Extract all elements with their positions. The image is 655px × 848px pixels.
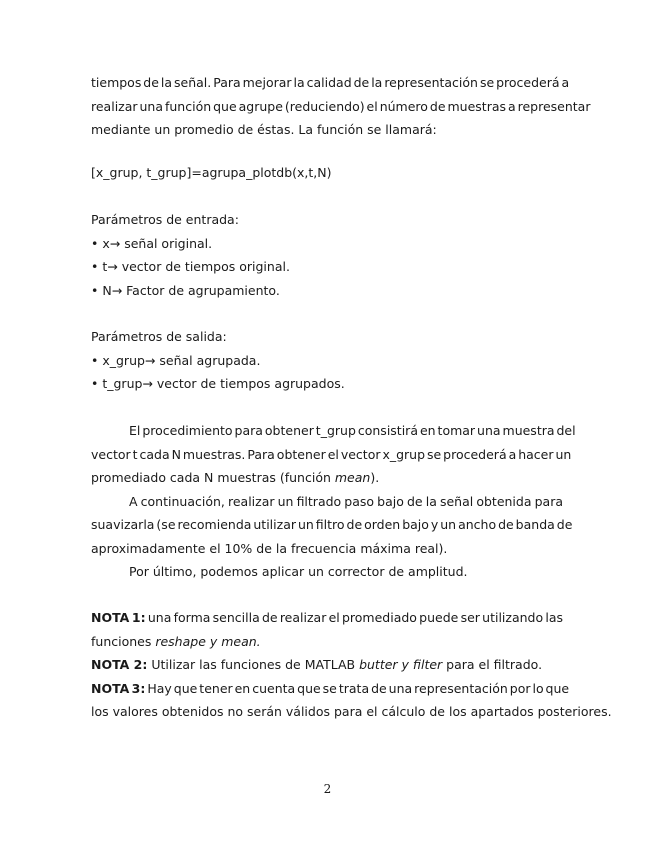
function-signature: [x_grup, t_grup]=agrupa_plotdb(x,t,N) bbox=[91, 165, 332, 180]
procedure-p2-line-3: aproximadamente el 10% de la frecuencia máxima real). bbox=[91, 540, 448, 556]
outputs-heading: Parámetros de salida: bbox=[91, 329, 227, 344]
procedure-p2-line-2: suavizarla (se recomienda utilizar un filtro de orden bajo y un ancho de banda de bbox=[91, 517, 573, 532]
intro-line-3: mediante un promedio de éstas. La función se llamará: bbox=[91, 122, 437, 137]
procedure-p1-line-3-text: promediado cada N muestras (función bbox=[91, 470, 335, 485]
note-1-line-2-text: funciones bbox=[91, 633, 156, 649]
output-item-tgrup: • t_grup→ vector de tiempos agrupados. bbox=[91, 376, 345, 391]
note-3-text: Hay que tener en cuenta que se trata de una representación por lo que bbox=[145, 680, 570, 696]
note-2-emphasis: butter y filter bbox=[359, 657, 443, 672]
procedure-p1-line-1: El procedimiento para obtener t_grup consistirá en tomar una muestra del bbox=[129, 423, 576, 438]
output-item-xgrup: • x_grup→ señal agrupada. bbox=[91, 352, 261, 368]
inputs-heading: Parámetros de entrada: bbox=[91, 212, 239, 227]
inputs-section bbox=[91, 208, 563, 302]
procedure-p3: Por último, podemos aplicar un corrector de amplitud. bbox=[129, 564, 468, 579]
note-3-label: NOTA 3: bbox=[91, 680, 146, 696]
note-1-text: una forma sencilla de realizar el promediado puede ser utilizando las bbox=[145, 610, 563, 625]
note-1-line-2 bbox=[91, 630, 563, 654]
page-number: 2 bbox=[323, 782, 332, 796]
note-2-end: para el filtrado. bbox=[442, 657, 543, 672]
input-item-t: • t→ vector de tiempos original. bbox=[91, 259, 290, 274]
procedure-section bbox=[91, 419, 576, 584]
procedure-p1-line-2: vector t cada N muestras. Para obtener el vector x_grup se procederá a hacer un bbox=[91, 446, 572, 462]
note-2-text: Utilizar las funciones de MATLAB bbox=[147, 657, 360, 672]
note-1-label: NOTA 1: bbox=[91, 610, 146, 625]
notes-section bbox=[91, 606, 612, 724]
note-1-line-1 bbox=[91, 606, 563, 630]
intro-line-2: realizar una función que agrupe (reduciendo) el número de muestras a representar bbox=[91, 98, 591, 114]
intro-line-1: tiempos de la señal. Para mejorar la calidad de la representación se procederá a bbox=[91, 75, 570, 90]
note-2 bbox=[91, 653, 563, 677]
note-1-emphasis: reshape y mean. bbox=[155, 633, 261, 649]
note-3-line-2: los valores obtenidos no serán válidos para el cálculo de los apartados posteriores. bbox=[91, 704, 612, 719]
intro-paragraph bbox=[91, 71, 591, 142]
input-item-n: • N→ Factor de agrupamiento. bbox=[91, 282, 280, 298]
procedure-p1-line-3 bbox=[91, 466, 563, 490]
procedure-p1-emphasis: mean bbox=[334, 470, 371, 485]
procedure-p2-line-1: A continuación, realizar un filtrado paso bajo de la señal obtenida para bbox=[129, 493, 563, 509]
note-2-label: NOTA 2: bbox=[91, 657, 148, 672]
procedure-p1-line-3-end: ). bbox=[370, 470, 380, 485]
note-3-line-1 bbox=[91, 677, 570, 701]
outputs-section bbox=[91, 325, 563, 396]
input-item-x: • x→ señal original. bbox=[91, 235, 213, 251]
